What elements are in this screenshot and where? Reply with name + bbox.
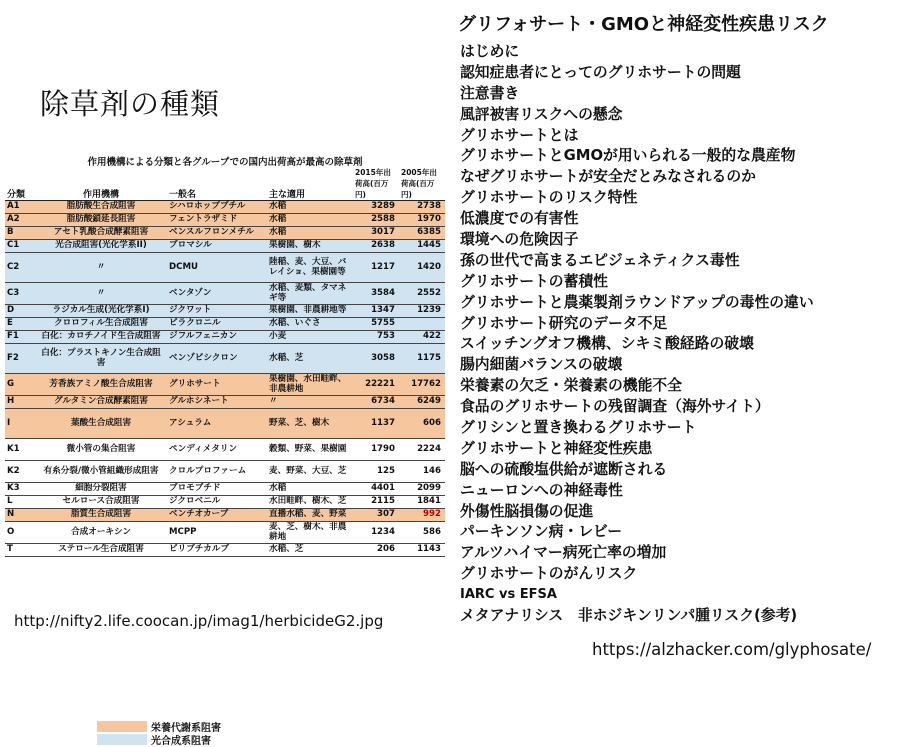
cell-2015-shipment: 1137 [353,409,399,439]
reference-url: https://alzhacker.com/glyphosate/ [592,640,872,659]
cell-main-use: 麦、芝、樹木、非農耕地 [267,522,353,544]
cell-2015-shipment: 125 [353,461,399,483]
table-row [5,305,445,318]
cell-class: E [5,318,35,331]
cell-common-name: ジフルフェニカン [167,331,267,344]
cell-class: H [5,396,35,409]
cell-main-use: 麦、野菜、大豆、芝 [267,461,353,483]
slide-title: 除草剤の種類 [40,87,221,121]
cell-2005-shipment [399,318,445,331]
cell-common-name: ピラクロニル [167,318,267,331]
cell-main-use: 陸稲、麦、大豆、バレイショ、果樹園等 [267,253,353,283]
contents-item: グリホサートと農薬製剤ラウンドアップの毒性の違い [460,293,814,311]
cell-common-name: ジクワット [167,305,267,318]
header-class: 分類 [5,167,35,201]
cell-2015-shipment: 1217 [353,253,399,283]
cell-mechanism: 白化：カロチノイド生合成阻害 [35,331,167,344]
table-row [5,522,445,544]
cell-main-use: 水稲 [267,201,353,214]
cell-2005-shipment: 2099 [399,483,445,496]
cell-mechanism: アセト乳酸合成酵素阻害 [35,227,167,240]
cell-class: A2 [5,214,35,227]
cell-mechanism: 葉酸生合成阻害 [35,409,167,439]
cell-2005-shipment: 2552 [399,283,445,305]
cell-class: G [5,374,35,396]
cell-class: K2 [5,461,35,483]
legend-row-photosynthesis [97,733,221,746]
cell-mechanism: 合成オーキシン [35,522,167,544]
contents-item: ニューロンへの神経毒性 [460,481,623,499]
table-row [5,283,445,305]
cell-mechanism: 微小管の集合阻害 [35,439,167,461]
cell-2005-shipment: 1420 [399,253,445,283]
cell-2005-shipment: 1175 [399,344,445,374]
legend-swatch-blue [97,734,147,745]
contents-item: なぜグリホサートが安全だとみなされるのか [460,168,756,186]
cell-2005-shipment: 17762 [399,374,445,396]
cell-class: O [5,522,35,544]
cell-common-name: グリホサート [167,374,267,396]
cell-common-name: シハロホップブチル [167,201,267,214]
header-common-name: 一般名 [167,167,267,201]
cell-2005-shipment: 146 [399,461,445,483]
cell-mechanism: 光合成阻害(光化学系II) [35,240,167,253]
contents-item: IARC vs EFSA [460,587,557,603]
legend-label: 光合成系阻害 [151,736,211,747]
cell-main-use: 〃 [267,396,353,409]
cell-common-name: ブロモブチド [167,483,267,496]
cell-mechanism: 脂質生合成阻害 [35,509,167,522]
contents-list [460,42,892,627]
cell-2005-shipment: 1239 [399,305,445,318]
contents-item: グリホサート研究のデータ不足 [460,314,668,332]
cell-class: F1 [5,331,35,344]
cell-common-name: MCPP [167,522,267,544]
header-2015: 2015年出荷高(百万円) [353,167,399,201]
cell-2015-shipment: 22221 [353,374,399,396]
cell-common-name: ジクロベニル [167,496,267,509]
cell-common-name: ベンゾビシクロン [167,344,267,374]
contents-item: メタアナリシス 非ホジキンリンパ腫リスク(参考) [460,607,798,625]
cell-common-name: フェントラザミド [167,214,267,227]
cell-2005-shipment: 992 [399,509,445,522]
cell-2005-shipment: 422 [399,331,445,344]
cell-main-use: 水稲、いぐさ [267,318,353,331]
contents-item: スイッチングオフ機構、シキミ酸経路の破壊 [460,335,754,353]
legend-swatch-orange [97,721,147,732]
cell-mechanism: 脂肪酸鎖延長阻害 [35,214,167,227]
table-row [5,331,445,344]
cell-class: T [5,544,35,557]
cell-2015-shipment: 1234 [353,522,399,544]
cell-common-name: ピリブチカルブ [167,544,267,557]
cell-2015-shipment: 3017 [353,227,399,240]
cell-mechanism: 芳香族アミノ酸生合成阻害 [35,374,167,396]
contents-item: 腸内細菌バランスの破壊 [460,356,623,374]
cell-main-use: 果樹園、樹木 [267,240,353,253]
contents-item: グリホサートと神経変性疾患 [460,439,653,457]
cell-class: N [5,509,35,522]
cell-main-use: 水稲 [267,227,353,240]
cell-common-name: ベンスルフロンメチル [167,227,267,240]
cell-main-use: 水稲 [267,483,353,496]
table-row [5,483,445,496]
cell-2005-shipment: 606 [399,409,445,439]
table-row [5,344,445,374]
table-row [5,509,445,522]
cell-2015-shipment: 753 [353,331,399,344]
cell-2005-shipment: 2738 [399,201,445,214]
contents-item: パーキンソン病・レビー [460,523,623,541]
cell-mechanism: 有糸分裂/微小管組織形成阻害 [35,461,167,483]
cell-class: I [5,409,35,439]
cell-main-use: 穀類、野菜、果樹園 [267,439,353,461]
cell-2015-shipment: 5755 [353,318,399,331]
table-row [5,409,445,439]
cell-main-use: 水稲 [267,214,353,227]
cell-mechanism: 〃 [35,283,167,305]
cell-mechanism: グルタミン合成酵素阻害 [35,396,167,409]
cell-main-use: 果樹園、水田畦畔、非農耕地 [267,374,353,396]
cell-2005-shipment: 2224 [399,439,445,461]
cell-mechanism: ラジカル生成(光化学系I) [35,305,167,318]
contents-item: 脳への硫酸塩供給が遮断される [460,460,668,478]
table-row [5,214,445,227]
source-url: http://nifty2.life.coocan.jp/imag1/herbicideG2.jpg [14,612,384,630]
cell-2005-shipment: 1143 [399,544,445,557]
cell-common-name: ブロマシル [167,240,267,253]
cell-class: K1 [5,439,35,461]
table-row [5,227,445,240]
cell-mechanism: セルロース合成阻害 [35,496,167,509]
cell-2015-shipment: 206 [353,544,399,557]
cell-common-name: DCMU [167,253,267,283]
cell-class: C2 [5,253,35,283]
contents-item: 風評被害リスクへの懸念 [460,105,623,123]
cell-class: B [5,227,35,240]
contents-item: アルツハイマー病死亡率の増加 [460,544,667,562]
cell-class: C3 [5,283,35,305]
cell-mechanism: ステロール生合成阻害 [35,544,167,557]
legend-label: 栄養代謝系阻害 [151,723,221,734]
cell-2015-shipment: 4401 [353,483,399,496]
cell-class: C1 [5,240,35,253]
table-row [5,253,445,283]
contents-item: 孫の世代で高まるエピジェネティクス毒性 [460,251,740,269]
table-row [5,496,445,509]
contents-item: グリホサートの蓄積性 [460,272,608,290]
cell-2005-shipment: 1445 [399,240,445,253]
cell-main-use: 果樹園、非農耕地等 [267,305,353,318]
cell-main-use: 小麦 [267,331,353,344]
cell-2015-shipment: 307 [353,509,399,522]
contents-item: 低濃度での有害性 [460,210,579,228]
cell-2015-shipment: 1790 [353,439,399,461]
table-row [5,544,445,557]
cell-main-use: 水稲、芝 [267,344,353,374]
table-row [5,439,445,461]
contents-item: グリホサートのがんリスク [460,565,638,583]
cell-2005-shipment: 6249 [399,396,445,409]
cell-common-name: グルホシネート [167,396,267,409]
cell-common-name: ベンタゾン [167,283,267,305]
contents-item: 注意書き [460,84,520,102]
cell-common-name: ペンディメタリン [167,439,267,461]
contents-item: はじめに [460,43,520,60]
table-row [5,374,445,396]
header-2005: 2005年出荷高(百万円) [399,167,445,201]
table-body [5,201,445,557]
contents-item: 認知症患者にとってのグリホサートの問題 [460,63,741,81]
cell-2015-shipment: 2588 [353,214,399,227]
table-caption: 作用機構による分類と各グループでの国内出荷高が最高の除草剤 [87,157,363,168]
cell-mechanism: 〃 [35,253,167,283]
cell-2005-shipment: 1841 [399,496,445,509]
cell-mechanism: 脂肪酸生合成阻害 [35,201,167,214]
cell-2005-shipment: 6385 [399,227,445,240]
contents-item: グリホサートのリスク特性 [460,189,638,207]
cell-2005-shipment: 586 [399,522,445,544]
cell-2015-shipment: 3058 [353,344,399,374]
contents-item: 栄養素の欠乏・栄養素の機能不全 [460,377,682,395]
contents-item: 食品のグリホサートの残留調査（海外サイト） [460,398,770,416]
contents-title: グリフォサート・GMOと神経変性疾患リスク [458,14,829,35]
contents-item: 環境への危険因子 [460,231,579,249]
cell-2015-shipment: 6734 [353,396,399,409]
cell-mechanism: 細胞分裂阻害 [35,483,167,496]
cell-main-use: 直播水稲、麦、野菜 [267,509,353,522]
table-header-row [5,167,445,201]
cell-main-use: 水田畦畔、樹木、芝 [267,496,353,509]
header-main-use: 主な適用 [267,167,353,201]
cell-main-use: 水稲、麦類、タマネギ等 [267,283,353,305]
cell-2005-shipment: 1970 [399,214,445,227]
table-row [5,201,445,214]
cell-mechanism: 白化：プラストキノン生合成阻害 [35,344,167,374]
cell-common-name: ベンチオカーブ [167,509,267,522]
cell-2015-shipment: 2638 [353,240,399,253]
table-row [5,461,445,483]
cell-class: A1 [5,201,35,214]
contents-item: グリホサートとは [460,126,579,144]
table-row [5,396,445,409]
cell-mechanism: クロロフィル生合成阻害 [35,318,167,331]
cell-class: K3 [5,483,35,496]
table-legend [97,720,221,746]
cell-main-use: 水稲、芝 [267,544,353,557]
table-row [5,240,445,253]
cell-class: L [5,496,35,509]
cell-class: F2 [5,344,35,374]
cell-2015-shipment: 1347 [353,305,399,318]
contents-item: グリホサートとGMOが用いられる一般的な農産物 [460,147,796,165]
cell-common-name: アシュラム [167,409,267,439]
cell-main-use: 野菜、芝、樹木 [267,409,353,439]
cell-common-name: クロルプロファーム [167,461,267,483]
contents-item: グリシンと置き換わるグリホサート [460,419,697,437]
cell-2015-shipment: 2115 [353,496,399,509]
cell-2015-shipment: 3289 [353,201,399,214]
table-row [5,318,445,331]
herbicide-table [5,167,445,557]
cell-2015-shipment: 3584 [353,283,399,305]
header-mechanism: 作用機構 [35,167,167,201]
cell-class: D [5,305,35,318]
contents-item: 外傷性脳損傷の促進 [460,502,594,520]
